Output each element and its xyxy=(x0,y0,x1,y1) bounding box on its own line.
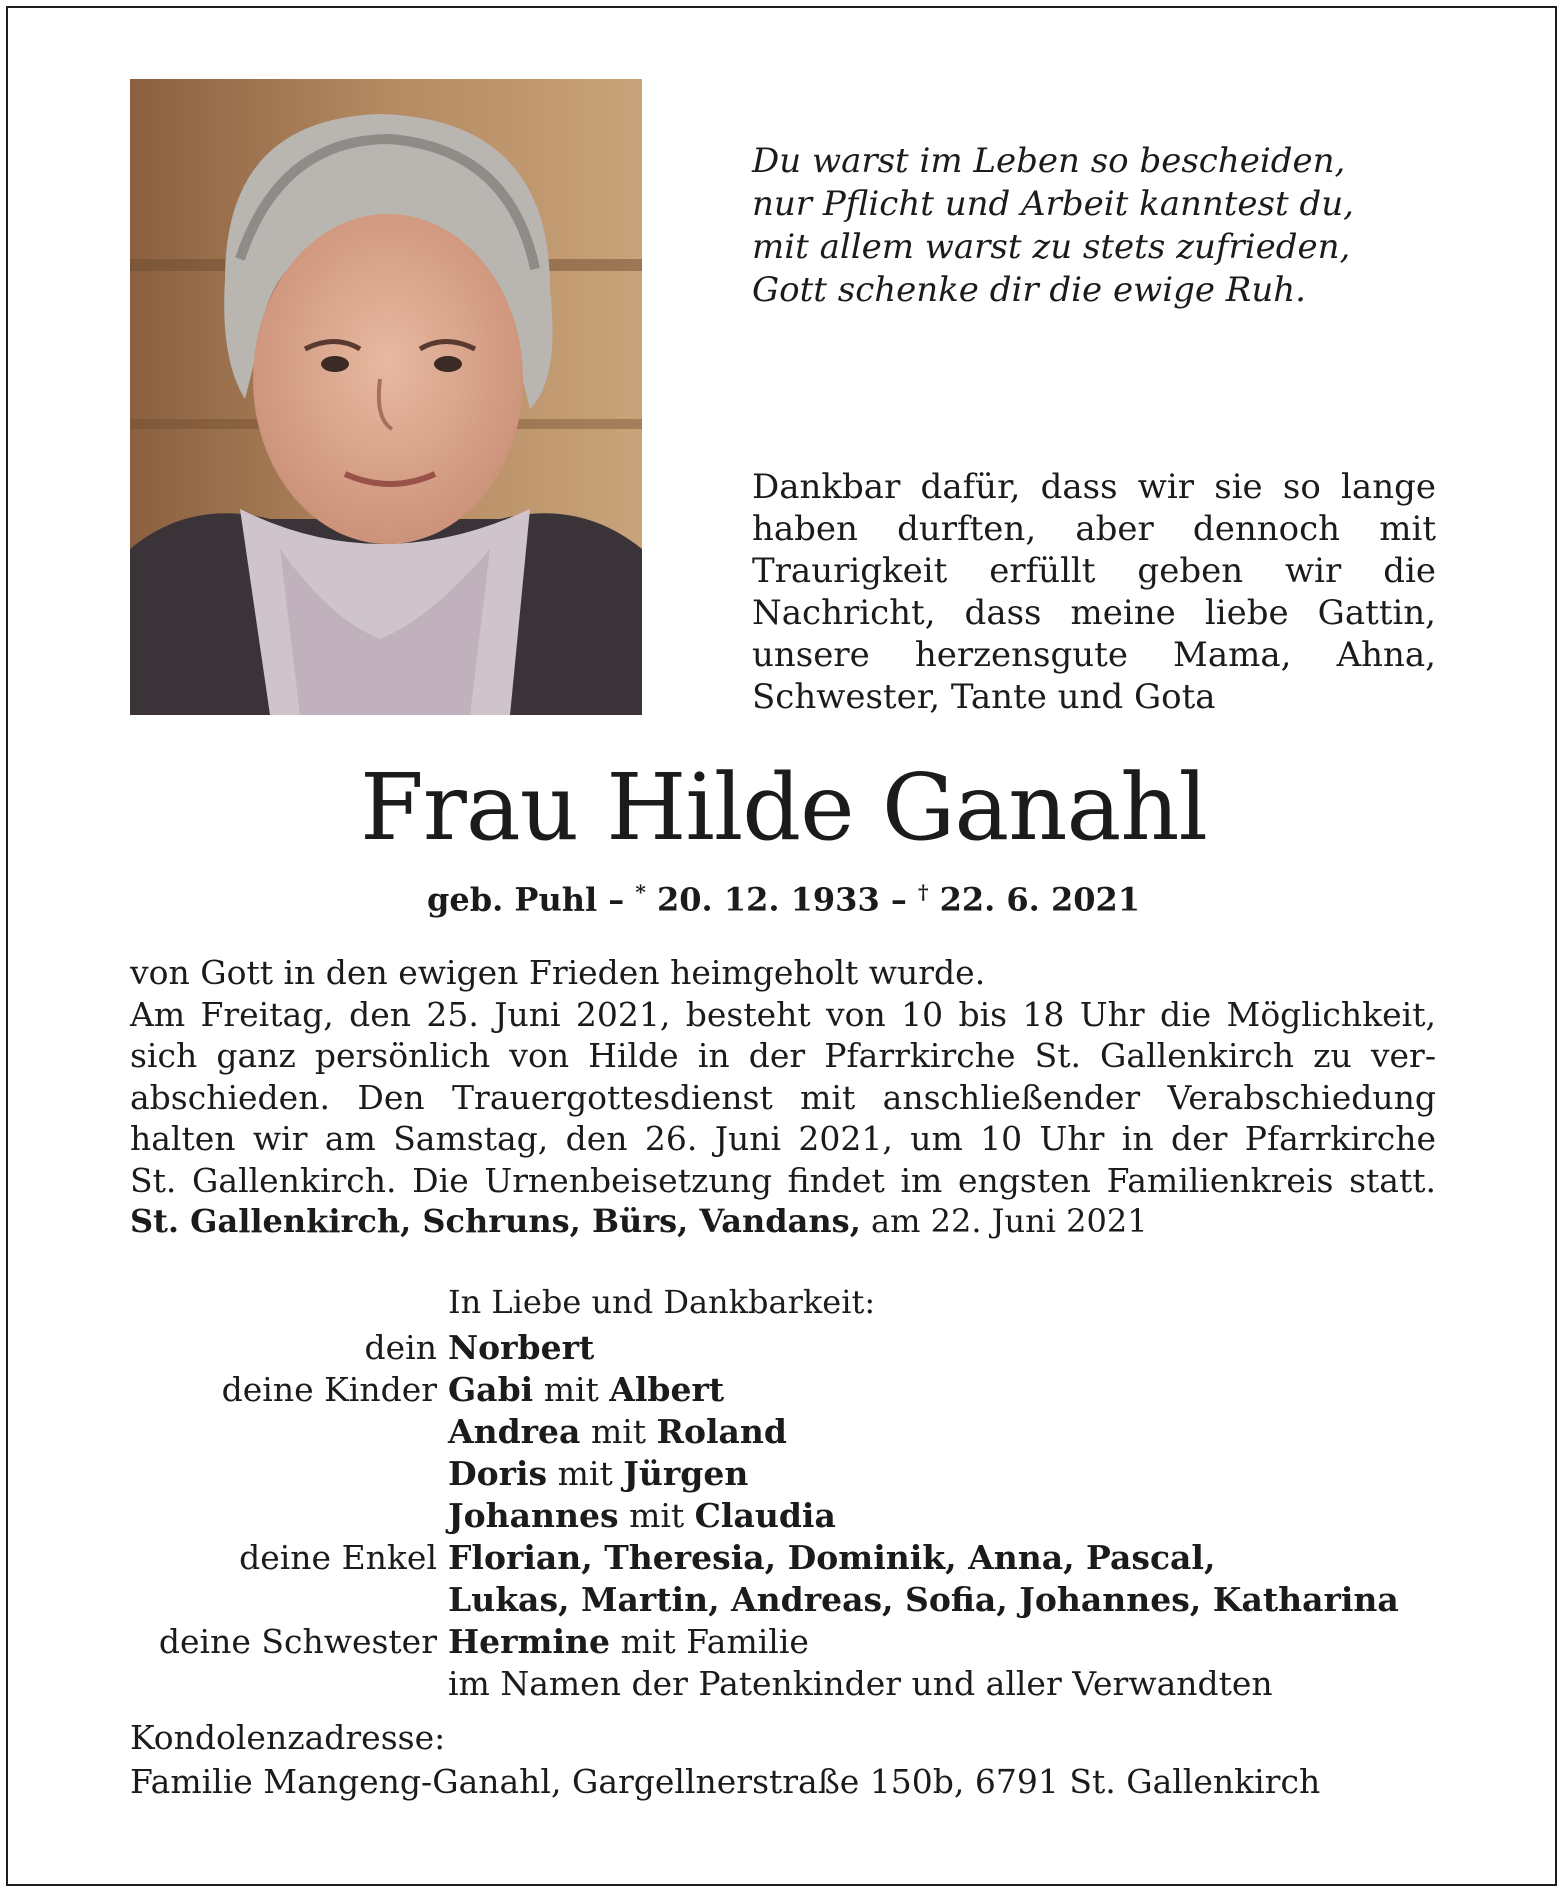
signer-name: Jürgen xyxy=(623,1454,749,1493)
signer-row xyxy=(130,1537,1450,1579)
signers-list xyxy=(130,1327,1450,1705)
signer-name: Johannes xyxy=(448,1496,619,1535)
signer-name: Gabi xyxy=(448,1370,534,1409)
condolence-label: Kondolenzadresse: xyxy=(130,1718,446,1757)
condolence-address-text: Familie Mangeng-Ganahl, Gargellnerstraße 150b, 6791 St. Gallenkirch xyxy=(130,1762,1321,1801)
announcement-date: am 22. Juni 2021 xyxy=(871,1202,1148,1240)
signer-row xyxy=(130,1327,1450,1369)
birth-date: 20. 12. 1933 xyxy=(657,880,880,919)
towns: St. Gallenkirch, Schruns, Bürs, Vandans, xyxy=(130,1202,861,1240)
signer-row xyxy=(130,1453,1450,1495)
signer-name: Claudia xyxy=(694,1496,836,1535)
signer-row xyxy=(130,1369,1450,1411)
connector: mit xyxy=(590,1412,647,1451)
poem-line: Du warst im Leben so bescheiden, xyxy=(752,141,1346,181)
place-date-line xyxy=(130,1202,1148,1240)
grandchildren-names: Florian, Theresia, Dominik, Anna, Pascal, xyxy=(448,1538,1216,1577)
signer-row xyxy=(130,1621,1450,1663)
relation-label: deine Schwester xyxy=(158,1622,437,1661)
signer-name: Doris xyxy=(448,1454,548,1493)
relation-label: dein xyxy=(364,1328,437,1367)
signer-row xyxy=(130,1579,1450,1621)
signer-name: Hermine xyxy=(448,1622,611,1661)
poem-line: nur Pflicht und Arbeit kanntest du, xyxy=(752,184,1354,224)
signer-name: Roland xyxy=(656,1412,787,1451)
intro-paragraph: Dankbar dafür, dass wir sie so lange haben durften, aber dennoch mit Traurigkeit erfüllt geben wir die Nachricht, dass meine liebe Gattin, unsere herzensgute Mama, Ahna, Schwester, Tante und Gota xyxy=(752,467,1436,717)
text-line: abschieden. Den Trauergottesdienst mit anschließender Verabschiedung xyxy=(130,1077,1436,1117)
deceased-name: Frau Hilde Ganahl xyxy=(360,754,1207,861)
connector: mit xyxy=(543,1370,599,1409)
connector: mit Familie xyxy=(620,1622,809,1661)
signer-row xyxy=(130,1411,1450,1453)
text-line: Am Freitag, den 25. Juni 2021, besteht von 10 bis 18 Uhr die Möglichkeit, xyxy=(130,994,1436,1034)
text-line: St. Gallenkirch. Die Urnenbeisetzung findet im engsten Familienkreis statt. xyxy=(130,1160,1436,1200)
announcement-text xyxy=(130,952,1436,1202)
signer-name: Norbert xyxy=(448,1328,595,1367)
relation-label: deine Kinder xyxy=(221,1370,437,1409)
grandchildren-names: Lukas, Martin, Andreas, Sofia, Johannes, Katharina xyxy=(448,1580,1399,1619)
signer-name: Andrea xyxy=(448,1412,581,1451)
text-line: halten wir am Samstag, den 26. Juni 2021, um 10 Uhr in der Pfarrkirche xyxy=(130,1119,1436,1159)
thanks-line: In Liebe und Dankbarkeit: xyxy=(448,1283,876,1321)
death-date: 22. 6. 2021 xyxy=(939,880,1141,919)
condolence-address xyxy=(130,1716,1320,1804)
text-line: sich ganz persönlich von Hilde in der Pfarrkirche St. Gallenkirch zu ver- xyxy=(130,1036,1436,1076)
connector: mit xyxy=(557,1454,613,1493)
portrait-photo xyxy=(130,79,642,715)
signer-name: Albert xyxy=(609,1370,725,1409)
closing-line: im Namen der Patenkinder und aller Verwandten xyxy=(448,1664,1273,1703)
text-line: von Gott in den ewigen Frieden heimgeholt wurde. xyxy=(130,953,986,992)
maiden-name: geb. Puhl xyxy=(426,880,598,919)
birth-death-line: geb. Puhl – * 20. 12. 1933 – † 22. 6. 2021 xyxy=(426,880,1141,919)
connector: mit xyxy=(629,1496,685,1535)
poem-line: Gott schenke dir die ewige Ruh. xyxy=(752,270,1306,310)
poem xyxy=(752,140,1472,312)
signer-row xyxy=(130,1663,1450,1705)
relation-label: deine Enkel xyxy=(239,1538,437,1577)
poem-line: mit allem warst zu stets zufrieden, xyxy=(752,227,1351,267)
signer-row xyxy=(130,1495,1450,1537)
